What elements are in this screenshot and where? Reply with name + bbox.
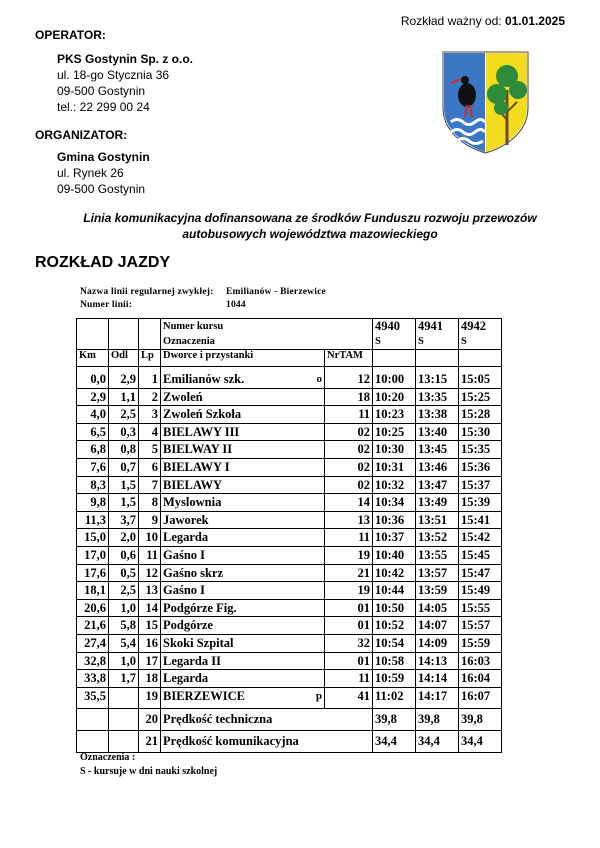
stop-nrtam: 01 bbox=[325, 599, 373, 617]
stop-time-4942: 15:47 bbox=[459, 564, 502, 582]
stop-time-4941: 13:47 bbox=[416, 476, 459, 494]
stop-lp: 3 bbox=[139, 406, 161, 424]
stop-name bbox=[161, 599, 325, 617]
stop-name-text: Gaśno I bbox=[163, 547, 206, 562]
stop-km: 2,9 bbox=[77, 388, 109, 406]
stop-odl: 0,6 bbox=[109, 546, 139, 564]
stop-name bbox=[161, 494, 325, 512]
stop-time-4940: 11:02 bbox=[373, 687, 416, 709]
stop-km: 20,6 bbox=[77, 599, 109, 617]
stop-row bbox=[77, 634, 502, 652]
stop-odl: 5,4 bbox=[109, 634, 139, 652]
stop-name bbox=[161, 441, 325, 459]
organizer-street: ul. Rynek 26 bbox=[57, 166, 124, 180]
stop-name-text: BIELAWY I bbox=[163, 459, 230, 474]
stop-time-4940: 10:54 bbox=[373, 634, 416, 652]
stop-name-text: Gaśno I bbox=[163, 583, 206, 598]
km-header: Km bbox=[77, 350, 109, 367]
stop-lp: 15 bbox=[139, 617, 161, 635]
stop-name-text: Legarda II bbox=[163, 653, 221, 668]
stop-row bbox=[77, 494, 502, 512]
stop-nrtam: 21 bbox=[325, 564, 373, 582]
stop-lp: 6 bbox=[139, 458, 161, 476]
stop-time-4940: 10:34 bbox=[373, 494, 416, 512]
stop-odl: 0,8 bbox=[109, 441, 139, 459]
stop-lp: 16 bbox=[139, 634, 161, 652]
stop-odl: 0,5 bbox=[109, 564, 139, 582]
stop-nrtam: 01 bbox=[325, 652, 373, 670]
stop-km: 21,6 bbox=[77, 617, 109, 635]
stop-nrtam: 18 bbox=[325, 388, 373, 406]
line-name-row bbox=[80, 287, 326, 297]
stop-odl: 2,0 bbox=[109, 529, 139, 547]
stop-row bbox=[77, 687, 502, 709]
stop-nrtam: 14 bbox=[325, 494, 373, 512]
stop-time-4941: 13:55 bbox=[416, 546, 459, 564]
stop-name bbox=[161, 476, 325, 494]
stop-name bbox=[161, 634, 325, 652]
stop-km: 6,5 bbox=[77, 423, 109, 441]
stop-time-4940: 10:31 bbox=[373, 458, 416, 476]
stop-time-4942: 15:25 bbox=[459, 388, 502, 406]
commercial-speed-label: Prędkość komunikacyjna bbox=[161, 731, 373, 753]
operator-city: 09-500 Gostynin bbox=[57, 84, 146, 98]
stop-time-4942: 15:30 bbox=[459, 423, 502, 441]
stop-time-4942: 15:59 bbox=[459, 634, 502, 652]
funding-notice bbox=[40, 210, 580, 242]
stop-time-4942: 15:36 bbox=[459, 458, 502, 476]
header-row-course bbox=[77, 319, 502, 350]
stop-nrtam: 02 bbox=[325, 458, 373, 476]
odl-header: Odl bbox=[109, 350, 139, 367]
stop-time-4942: 15:57 bbox=[459, 617, 502, 635]
stop-name-text: BIELAWY III bbox=[163, 424, 240, 439]
markings-label: Oznaczenia bbox=[163, 336, 215, 347]
stop-name bbox=[161, 458, 325, 476]
stop-name-text: Legarda bbox=[163, 671, 209, 686]
stop-name bbox=[161, 388, 325, 406]
stop-name bbox=[161, 511, 325, 529]
stop-km: 17,0 bbox=[77, 546, 109, 564]
stop-time-4942: 15:05 bbox=[459, 367, 502, 389]
stop-time-4942: 16:04 bbox=[459, 670, 502, 688]
stop-lp: 10 bbox=[139, 529, 161, 547]
line-name-value: Emilianów - Bierzewice bbox=[226, 287, 326, 297]
operator-name: PKS Gostynin Sp. z o.o. bbox=[57, 52, 194, 66]
stop-row bbox=[77, 406, 502, 424]
stop-nrtam: 01 bbox=[325, 617, 373, 635]
stop-time-4940: 10:32 bbox=[373, 476, 416, 494]
stop-km: 9,8 bbox=[77, 494, 109, 512]
stop-odl: 1,5 bbox=[109, 476, 139, 494]
stop-nrtam: 11 bbox=[325, 529, 373, 547]
stop-row bbox=[77, 529, 502, 547]
stop-time-4942: 15:41 bbox=[459, 511, 502, 529]
legend-heading: Oznaczenia : bbox=[80, 752, 136, 763]
stop-nrtam: 12 bbox=[325, 367, 373, 389]
stop-name-text: Podgórze bbox=[163, 618, 213, 633]
stop-odl: 1,1 bbox=[109, 388, 139, 406]
stop-lp: 17 bbox=[139, 652, 161, 670]
stop-time-4941: 13:38 bbox=[416, 406, 459, 424]
operator-phone: tel.: 22 299 00 24 bbox=[57, 100, 150, 114]
stop-nrtam: 19 bbox=[325, 546, 373, 564]
stop-odl: 5,8 bbox=[109, 617, 139, 635]
stop-time-4942: 16:03 bbox=[459, 652, 502, 670]
stop-nrtam: 02 bbox=[325, 441, 373, 459]
stop-time-4942: 16:07 bbox=[459, 687, 502, 709]
stop-row bbox=[77, 441, 502, 459]
stop-time-4941: 13:59 bbox=[416, 582, 459, 600]
stop-time-4942: 15:55 bbox=[459, 599, 502, 617]
stop-row bbox=[77, 652, 502, 670]
stop-time-4941: 14:07 bbox=[416, 617, 459, 635]
stop-time-4941: 13:52 bbox=[416, 529, 459, 547]
stop-km: 6,8 bbox=[77, 441, 109, 459]
stop-odl: 3,7 bbox=[109, 511, 139, 529]
stop-time-4941: 13:46 bbox=[416, 458, 459, 476]
stop-time-4942: 15:45 bbox=[459, 546, 502, 564]
stop-row bbox=[77, 367, 502, 389]
stop-name bbox=[161, 546, 325, 564]
operator-heading: OPERATOR: bbox=[35, 28, 106, 42]
stop-time-4941: 14:09 bbox=[416, 634, 459, 652]
stop-name-text: Myslownia bbox=[163, 495, 222, 510]
stop-name-text: Zwoleń bbox=[163, 389, 203, 404]
stop-time-4942: 15:37 bbox=[459, 476, 502, 494]
stop-time-4940: 10:40 bbox=[373, 546, 416, 564]
page-title: ROZKŁAD JAZDY bbox=[35, 254, 171, 271]
stop-nrtam: 11 bbox=[325, 670, 373, 688]
stop-time-4940: 10:58 bbox=[373, 652, 416, 670]
stop-row bbox=[77, 458, 502, 476]
stop-name bbox=[161, 423, 325, 441]
stop-lp: 7 bbox=[139, 476, 161, 494]
stop-km: 33,8 bbox=[77, 670, 109, 688]
stop-row bbox=[77, 617, 502, 635]
timetable bbox=[76, 318, 502, 753]
stop-km: 17,6 bbox=[77, 564, 109, 582]
stop-lp: 8 bbox=[139, 494, 161, 512]
stop-name bbox=[161, 670, 325, 688]
stop-nrtam: 11 bbox=[325, 406, 373, 424]
stop-row bbox=[77, 423, 502, 441]
stop-odl: 0,7 bbox=[109, 458, 139, 476]
line-number-label: Numer linii: bbox=[80, 300, 133, 310]
stop-km: 4,0 bbox=[77, 406, 109, 424]
stop-row bbox=[77, 476, 502, 494]
stop-time-4941: 14:13 bbox=[416, 652, 459, 670]
stop-time-4941: 13:57 bbox=[416, 564, 459, 582]
stop-name-text: BIERZEWICE bbox=[163, 688, 245, 703]
stop-odl: 0,3 bbox=[109, 423, 139, 441]
stop-time-4940: 10:30 bbox=[373, 441, 416, 459]
stop-km: 8,3 bbox=[77, 476, 109, 494]
stop-time-4940: 10:52 bbox=[373, 617, 416, 635]
stop-time-4941: 13:35 bbox=[416, 388, 459, 406]
stop-km: 15,0 bbox=[77, 529, 109, 547]
stop-name bbox=[161, 687, 325, 709]
stop-lp: 19 bbox=[139, 687, 161, 709]
stop-nrtam: 19 bbox=[325, 582, 373, 600]
stop-nrtam: 13 bbox=[325, 511, 373, 529]
stop-name-text: Jaworek bbox=[163, 512, 209, 527]
stop-km: 0,0 bbox=[77, 367, 109, 389]
stop-name bbox=[161, 529, 325, 547]
organizer-heading: ORGANIZATOR: bbox=[35, 128, 128, 142]
stop-row bbox=[77, 388, 502, 406]
coat-of-arms-icon bbox=[441, 50, 530, 154]
lp-header: Lp bbox=[139, 350, 161, 367]
stop-flag: o bbox=[316, 373, 322, 385]
stop-nrtam: 41 bbox=[325, 687, 373, 709]
validity-date bbox=[401, 14, 565, 28]
stop-row bbox=[77, 582, 502, 600]
stop-time-4941: 13:51 bbox=[416, 511, 459, 529]
stop-odl: 1,0 bbox=[109, 652, 139, 670]
funding-notice-line1: Linia komunikacyjna dofinansowana ze środków Funduszu rozwoju przewozów bbox=[83, 211, 537, 225]
stop-time-4942: 15:28 bbox=[459, 406, 502, 424]
summary-row-commercial: 21 Prędkość komunikacyjna 34,4 34,4 34,4 bbox=[77, 731, 502, 753]
stop-name bbox=[161, 652, 325, 670]
stop-km: 32,8 bbox=[77, 652, 109, 670]
stop-time-4942: 15:39 bbox=[459, 494, 502, 512]
stop-time-4941: 13:49 bbox=[416, 494, 459, 512]
summary-row-technical: 20 Prędkość techniczna 39,8 39,8 39,8 bbox=[77, 709, 502, 731]
stop-lp: 13 bbox=[139, 582, 161, 600]
stop-name bbox=[161, 617, 325, 635]
stop-lp: 4 bbox=[139, 423, 161, 441]
stop-name bbox=[161, 564, 325, 582]
stop-time-4940: 10:37 bbox=[373, 529, 416, 547]
stop-name-text: Legarda bbox=[163, 530, 209, 545]
stop-name bbox=[161, 406, 325, 424]
stop-odl: 2,5 bbox=[109, 582, 139, 600]
stop-odl: 1,0 bbox=[109, 599, 139, 617]
stop-name-text: Podgórze Fig. bbox=[163, 600, 237, 615]
stop-km: 35,5 bbox=[77, 687, 109, 709]
stop-time-4942: 15:49 bbox=[459, 582, 502, 600]
stop-km: 27,4 bbox=[77, 634, 109, 652]
stop-time-4941: 13:15 bbox=[416, 367, 459, 389]
stop-time-4942: 15:35 bbox=[459, 441, 502, 459]
stops-header: Dworce i przystanki bbox=[161, 350, 325, 367]
legend-text: S - kursuje w dni nauki szkolnej bbox=[80, 766, 218, 777]
stop-lp: 2 bbox=[139, 388, 161, 406]
stop-name bbox=[161, 367, 325, 389]
stop-lp: 14 bbox=[139, 599, 161, 617]
stop-odl: 1,7 bbox=[109, 670, 139, 688]
stop-name-text: Emilianów szk. bbox=[163, 372, 245, 386]
technical-speed-label: Prędkość techniczna bbox=[161, 709, 373, 731]
run-4940-header: 4940 S bbox=[373, 319, 416, 350]
stop-nrtam: 02 bbox=[325, 476, 373, 494]
stop-name-text: Gaśno skrz bbox=[163, 565, 224, 580]
stop-time-4941: 14:05 bbox=[416, 599, 459, 617]
operator-street: ul. 18-go Stycznia 36 bbox=[57, 68, 170, 82]
stop-name-text: BIELAWY bbox=[163, 477, 223, 492]
header-row-columns bbox=[77, 350, 502, 367]
stop-time-4940: 10:44 bbox=[373, 582, 416, 600]
line-name-label: Nazwa linii regularnej zwykłej: bbox=[80, 287, 214, 297]
stop-time-4941: 14:17 bbox=[416, 687, 459, 709]
stop-km: 18,1 bbox=[77, 582, 109, 600]
line-number-row bbox=[80, 300, 246, 310]
validity-label: Rozkład ważny od: bbox=[400, 14, 502, 28]
stop-name bbox=[161, 582, 325, 600]
stop-row bbox=[77, 670, 502, 688]
stop-name-text: BIELWAY II bbox=[163, 442, 233, 457]
stop-time-4941: 13:45 bbox=[416, 441, 459, 459]
stop-time-4940: 10:59 bbox=[373, 670, 416, 688]
stop-odl: 1,5 bbox=[109, 494, 139, 512]
stop-lp: 1 bbox=[139, 367, 161, 389]
stop-km: 7,6 bbox=[77, 458, 109, 476]
stop-time-4941: 14:14 bbox=[416, 670, 459, 688]
stop-row bbox=[77, 564, 502, 582]
stop-time-4940: 10:36 bbox=[373, 511, 416, 529]
stop-time-4940: 10:42 bbox=[373, 564, 416, 582]
stop-time-4940: 10:00 bbox=[373, 367, 416, 389]
stop-row bbox=[77, 546, 502, 564]
validity-value: 01.01.2025 bbox=[504, 14, 565, 28]
stop-time-4941: 13:40 bbox=[416, 423, 459, 441]
nrtam-header: NrTAM bbox=[325, 350, 373, 367]
stop-lp: 9 bbox=[139, 511, 161, 529]
funding-notice-line2: autobusowych województwa mazowieckiego bbox=[182, 227, 438, 241]
organizer-name: Gmina Gostynin bbox=[57, 150, 150, 164]
stop-odl bbox=[109, 687, 139, 709]
stop-odl: 2,9 bbox=[109, 367, 139, 389]
run-4942-header: 4942 S bbox=[459, 319, 502, 350]
stop-name-text: Skoki Szpital bbox=[163, 635, 234, 650]
stop-row bbox=[77, 599, 502, 617]
stop-nrtam: 02 bbox=[325, 423, 373, 441]
stop-lp: 12 bbox=[139, 564, 161, 582]
course-number-label: Numer kursu bbox=[163, 321, 224, 332]
stop-time-4940: 10:23 bbox=[373, 406, 416, 424]
stop-name-text: Zwoleń Szkoła bbox=[163, 407, 242, 422]
stop-odl: 2,5 bbox=[109, 406, 139, 424]
stop-time-4942: 15:42 bbox=[459, 529, 502, 547]
organizer-city: 09-500 Gostynin bbox=[57, 182, 146, 196]
stop-time-4940: 10:50 bbox=[373, 599, 416, 617]
stop-row bbox=[77, 511, 502, 529]
stop-lp: 11 bbox=[139, 546, 161, 564]
run-4941-header: 4941 S bbox=[416, 319, 459, 350]
line-number-value: 1044 bbox=[226, 300, 246, 310]
stop-lp: 5 bbox=[139, 441, 161, 459]
stop-time-4940: 10:20 bbox=[373, 388, 416, 406]
stop-nrtam: 32 bbox=[325, 634, 373, 652]
stop-flag: p bbox=[315, 689, 322, 702]
stop-time-4940: 10:25 bbox=[373, 423, 416, 441]
stop-km: 11,3 bbox=[77, 511, 109, 529]
stop-lp: 18 bbox=[139, 670, 161, 688]
